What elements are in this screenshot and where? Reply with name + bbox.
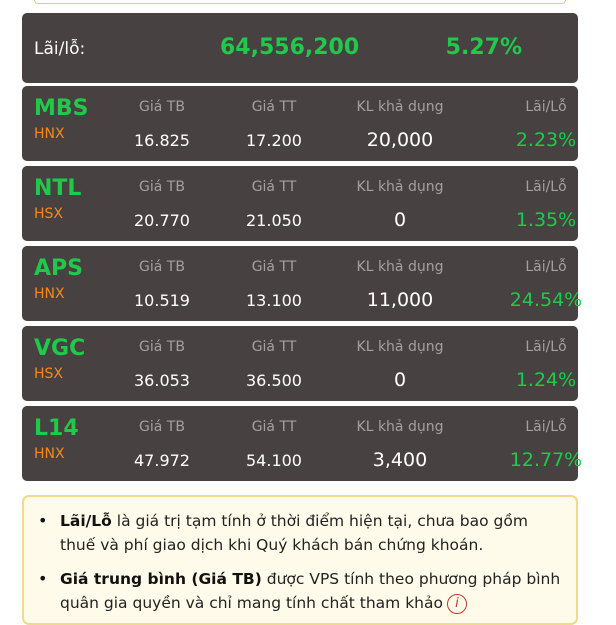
market-price-value: 36.500 (246, 371, 302, 390)
total-pl-summary (22, 13, 578, 83)
info-circle-icon[interactable]: i (447, 594, 467, 614)
stock-exchange: HSX (34, 366, 64, 382)
pl-value: 1.24% (515, 369, 577, 391)
holding-card-l14[interactable] (22, 406, 583, 481)
total-pl-amount: 64,556,200 (220, 35, 360, 60)
available-qty-header: KL khả dụng (356, 99, 444, 115)
available-qty-header: KL khả dụng (356, 419, 444, 435)
available-qty-header: KL khả dụng (356, 259, 444, 275)
market-price-header: Giá TT (251, 419, 297, 435)
stock-exchange: HNX (34, 126, 65, 142)
stock-symbol: MBS (34, 96, 89, 121)
avg-price-header: Giá TB (139, 99, 185, 115)
avg-price-value: 10.519 (134, 291, 190, 310)
avg-price-header: Giá TB (139, 339, 185, 355)
market-price-value: 17.200 (246, 131, 302, 150)
stock-exchange: HNX (34, 286, 65, 302)
avg-price-header: Giá TB (139, 259, 185, 275)
stock-symbol: APS (34, 256, 83, 281)
stock-symbol: VGC (34, 336, 86, 361)
available-qty-value: 0 (393, 369, 407, 391)
note-pl-term: Lãi/Lỗ (60, 512, 112, 530)
holding-card-mbs[interactable] (22, 86, 578, 161)
pl-header: Lãi/Lỗ (525, 99, 567, 115)
total-pl-label: Lãi/lỗ: (34, 39, 86, 59)
pl-value: 1.35% (515, 209, 577, 231)
total-pl-percent: 5.27% (445, 35, 522, 60)
note-avg-price-body: được VPS tính theo phương pháp bình quân gia quyền và chỉ mang tính chất tham khảo (60, 570, 561, 612)
market-price-header: Giá TT (251, 99, 297, 115)
note-pl-text (60, 509, 562, 557)
stock-exchange: HSX (34, 206, 64, 222)
note-avg-price-text (60, 567, 562, 615)
pl-header: Lãi/Lỗ (525, 259, 567, 275)
available-qty-value: 3,400 (372, 449, 428, 471)
market-price-header: Giá TT (251, 259, 297, 275)
pl-value: 12.77% (509, 449, 583, 471)
available-qty-header: KL khả dụng (356, 179, 444, 195)
stock-symbol: NTL (34, 176, 82, 201)
available-qty-value: 20,000 (366, 129, 434, 151)
avg-price-value: 20.770 (134, 211, 190, 230)
note-avg-price-term: Giá trung bình (Giá TB) (60, 570, 262, 588)
available-qty-header: KL khả dụng (356, 339, 444, 355)
avg-price-header: Giá TB (139, 179, 185, 195)
holding-card-vgc[interactable] (22, 326, 578, 401)
pl-header: Lãi/Lỗ (525, 419, 567, 435)
available-qty-value: 11,000 (366, 289, 434, 311)
market-price-header: Giá TT (251, 179, 297, 195)
available-qty-value: 0 (393, 209, 407, 231)
market-price-value: 54.100 (246, 451, 302, 470)
pl-header: Lãi/Lỗ (525, 339, 567, 355)
market-price-value: 21.050 (246, 211, 302, 230)
pl-value: 24.54% (509, 289, 583, 311)
bullet: • (38, 511, 48, 530)
holding-card-aps[interactable] (22, 246, 583, 321)
previous-panel-edge (34, 0, 566, 4)
bullet: • (38, 569, 48, 588)
avg-price-value: 36.053 (134, 371, 190, 390)
market-price-header: Giá TT (251, 339, 297, 355)
pl-header: Lãi/Lỗ (525, 179, 567, 195)
disclaimer-notes (22, 495, 578, 625)
stock-symbol: L14 (34, 416, 79, 441)
avg-price-value: 16.825 (134, 131, 190, 150)
stock-exchange: HNX (34, 446, 65, 462)
pl-value: 2.23% (515, 129, 577, 151)
avg-price-value: 47.972 (134, 451, 190, 470)
note-pl-body: là giá trị tạm tính ở thời điểm hiện tại, chưa bao gồm thuế và phí giao dịch khi Quý khách bán chứng khoán. (60, 512, 528, 554)
market-price-value: 13.100 (246, 291, 302, 310)
holding-card-ntl[interactable] (22, 166, 578, 241)
avg-price-header: Giá TB (139, 419, 185, 435)
note-avg-price (38, 567, 562, 615)
note-pl (38, 509, 562, 557)
